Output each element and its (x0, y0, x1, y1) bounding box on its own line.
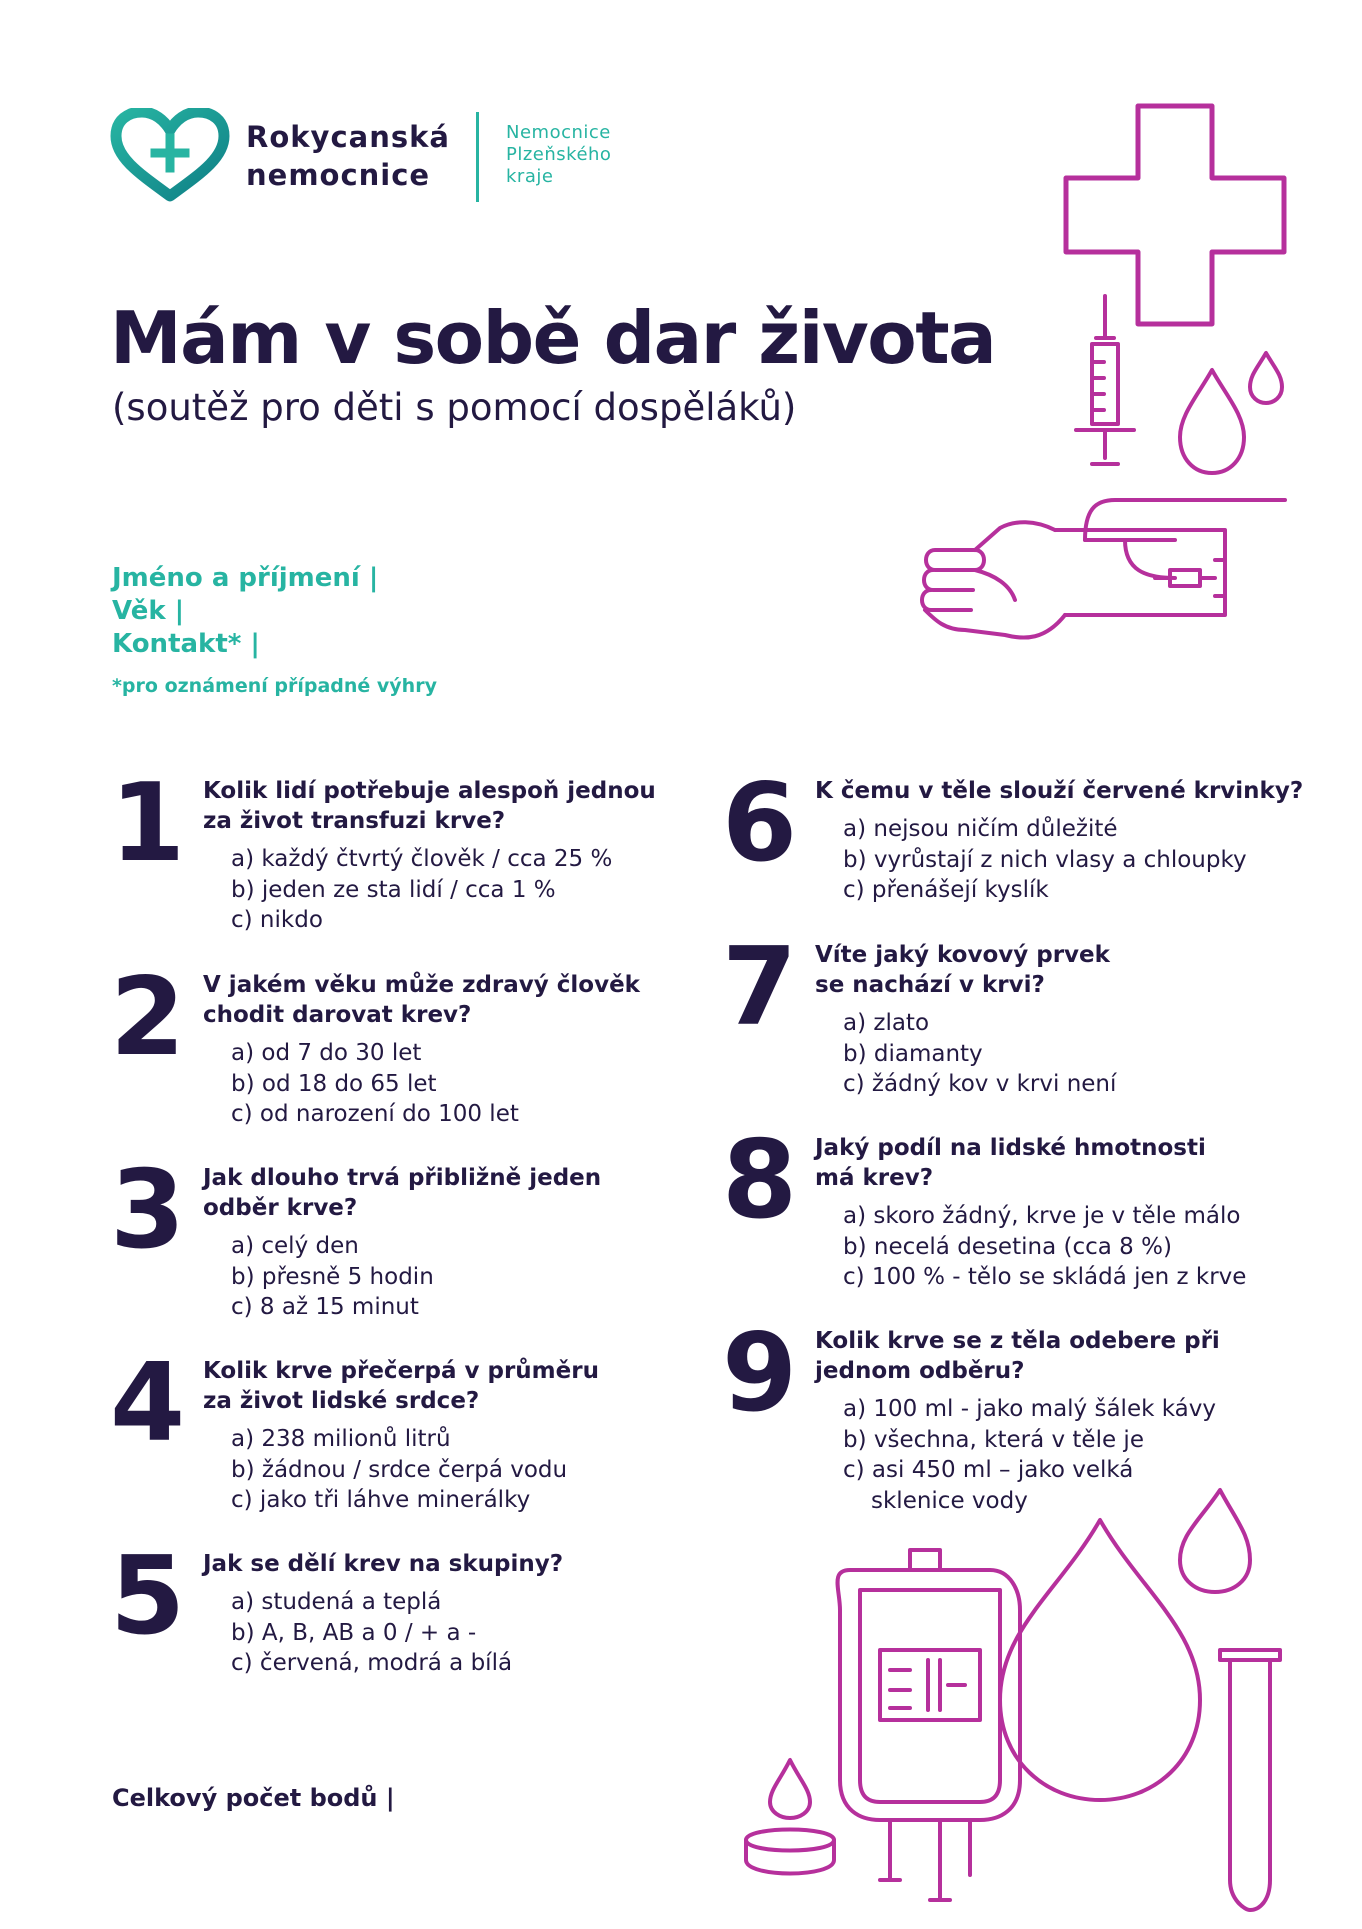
answer-option[interactable]: b) diamanty (843, 1040, 983, 1067)
answer-option[interactable]: a) zlato (843, 1010, 930, 1036)
answer-option[interactable]: a) studená a teplá (231, 1589, 442, 1615)
answer-option[interactable]: b) jeden ze sta lidí / cca 1 % (231, 876, 556, 903)
question-3 (110, 1148, 670, 1323)
answer-option[interactable]: b) žádnou / srdce čerpá vodu (231, 1456, 568, 1483)
question-5 (110, 1534, 670, 1679)
question-number: 4 (110, 1341, 186, 1466)
answer-option[interactable]: b) všechna, která v těle je (843, 1426, 1144, 1453)
question-number: 5 (110, 1534, 186, 1659)
answer-option[interactable]: c) 100 % - tělo se skládá jen z krve (843, 1264, 1247, 1290)
question-text: V jakém věku může zdravý člověk chodit darovat krev? (203, 972, 640, 1028)
answer-option[interactable]: b) od 18 do 65 let (231, 1070, 437, 1097)
question-number: 2 (110, 955, 186, 1080)
question-number: 1 (110, 761, 186, 886)
answer-option[interactable]: a) každý čtvrtý člověk / cca 25 % (231, 846, 613, 872)
logo-divider (476, 112, 479, 202)
answer-option[interactable]: c) přenášejí kyslík (843, 877, 1049, 903)
page-title: Mám v sobě dar života (110, 296, 996, 380)
logo-subtitle: Nemocnice Plzeňského kraje (506, 122, 612, 187)
answer-option[interactable]: c) asi 450 ml – jako velká sklenice vody (843, 1457, 1134, 1514)
answer-option[interactable]: c) nikdo (231, 907, 323, 933)
question-2 (110, 955, 670, 1130)
blood-bag-icon (838, 1550, 1021, 1900)
blood-donation-illustration (740, 1480, 1340, 1920)
question-number: 6 (722, 761, 798, 886)
question-number: 3 (110, 1148, 186, 1273)
answer-option[interactable]: a) celý den (231, 1233, 359, 1259)
answer-option[interactable]: b) necelá desetina (cca 8 %) (843, 1233, 1172, 1260)
candle-icon (746, 1760, 834, 1874)
question-text: Víte jaký kovový prvek se nachází v krvi? (815, 942, 1110, 998)
answer-option[interactable]: c) žádný kov v krvi není (843, 1071, 1117, 1097)
question-1 (110, 761, 670, 936)
answer-option[interactable]: a) od 7 do 30 let (231, 1040, 422, 1066)
contact-form (112, 562, 437, 697)
syringe-icon (1070, 292, 1140, 472)
page-subtitle: (soutěž pro děti s pomocí dospěláků) (112, 386, 797, 429)
answer-option[interactable]: c) červená, modrá a bílá (231, 1650, 513, 1676)
answer-option[interactable]: a) 238 milionů litrů (231, 1426, 451, 1452)
name-field-label[interactable]: Jméno a příjmení | (112, 563, 379, 593)
question-text: Kolik krve se z těla odebere při jednom odběru? (815, 1328, 1220, 1384)
contact-note: *pro oznámení případné výhry (112, 675, 437, 697)
answer-option[interactable]: c) 8 až 15 minut (231, 1294, 419, 1320)
answer-option[interactable]: b) přesně 5 hodin (231, 1263, 434, 1290)
question-7 (722, 925, 1322, 1100)
question-text: Kolik lidí potřebuje alespoň jednou za život transfuzi krve? (203, 778, 656, 834)
contact-field-label[interactable]: Kontakt* | (112, 629, 260, 659)
age-field-label[interactable]: Věk | (112, 596, 185, 626)
answer-option[interactable]: b) vyrůstají z nich vlasy a chloupky (843, 846, 1247, 873)
heart-cross-logo-icon (110, 108, 230, 202)
answer-option[interactable]: a) nejsou ničím důležité (843, 816, 1118, 842)
question-text: K čemu v těle slouží červené krvinky? (815, 778, 1304, 804)
arm-iv-icon (915, 490, 1295, 650)
question-8 (722, 1118, 1322, 1293)
question-text: Jak se dělí krev na skupiny? (203, 1551, 564, 1577)
question-number: 9 (722, 1311, 798, 1436)
question-text: Kolik krve přečerpá v průměru za život lidské srdce? (203, 1358, 599, 1414)
question-4 (110, 1341, 670, 1516)
logo-name: Rokycanská nemocnice (246, 120, 450, 192)
question-text: Jaký podíl na lidské hmotnosti má krev? (815, 1135, 1206, 1191)
question-text: Jak dlouho trvá přibližně jeden odběr krve? (203, 1165, 602, 1221)
question-number: 8 (722, 1118, 798, 1243)
blood-drop-icon (1170, 345, 1290, 480)
answer-option[interactable]: a) skoro žádný, krve je v těle málo (843, 1203, 1241, 1229)
answer-option[interactable]: c) od narození do 100 let (231, 1101, 519, 1127)
answer-option[interactable]: b) A, B, AB a 0 / + a - (231, 1619, 477, 1646)
test-tube-icon (1220, 1650, 1280, 1910)
answer-option[interactable]: a) 100 ml - jako malý šálek kávy (843, 1396, 1216, 1422)
answer-option[interactable]: c) jako tři láhve minerálky (231, 1487, 531, 1513)
question-number: 7 (722, 925, 798, 1050)
total-score-label[interactable]: Celkový počet bodů | (112, 1784, 395, 1812)
question-6 (722, 761, 1322, 906)
